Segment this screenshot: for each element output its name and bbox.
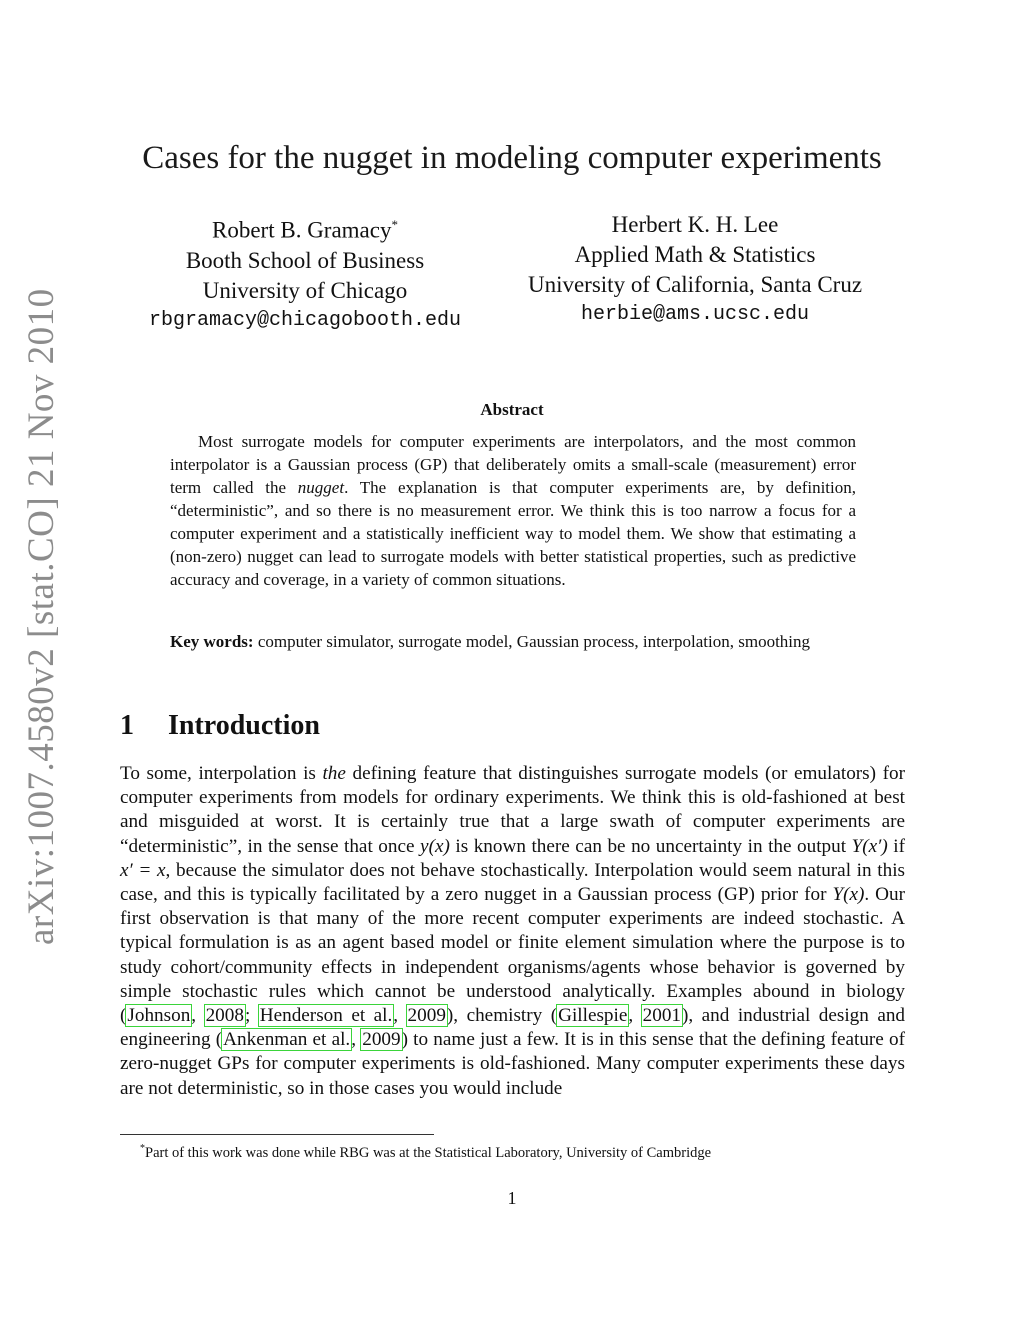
author-affiliation: Booth School of Business: [185, 247, 425, 273]
arxiv-identifier: arXiv:1007.4580v2 [stat.CO] 21 Nov 2010: [21, 288, 62, 945]
author-affiliation: University of Chicago: [202, 277, 408, 303]
citation-link-henderson-year[interactable]: 2009: [407, 1005, 446, 1027]
citation-link-ankenman[interactable]: Ankenman et al.: [223, 1029, 351, 1051]
keywords-label: Key words:: [170, 632, 254, 651]
author-block-gramacy: [110, 210, 500, 336]
abstract-heading: Abstract: [480, 400, 544, 419]
footnote-divider: [120, 1134, 434, 1135]
section-number: 1: [120, 710, 134, 741]
math-inline: Y(x): [832, 884, 865, 906]
footnote-text: Part of this work was done while RBG was at the Statistical Laboratory, University of Cambridge: [145, 1144, 712, 1161]
author-email[interactable]: rbgramacy@chicagobooth.edu: [148, 308, 462, 332]
keywords-text: computer simulator, surrogate model, Gaussian process, interpolation, smoothing: [257, 632, 811, 651]
footnote-mark: *: [140, 1143, 145, 1154]
author-affiliation: Applied Math & Statistics: [574, 242, 816, 267]
math-inline: x′ = x: [120, 859, 166, 881]
footnote: [140, 1140, 900, 1162]
section-title: Introduction: [168, 710, 320, 741]
footnote-mark: *: [391, 217, 398, 232]
abstract-text: Most surrogate models for computer experiments are interpolators, and the most common interpolator is a Gaussian process (GP) that deliberately omits a small-scale (measurement) error term called the nugget. The explanation is that computer experiments are, by definition, “deterministic”, and so there is no measurement error. We think this is too narrow a focus for a computer experiment and a statistically inefficient way to model them. We show that estimating a (non-zero) nugget can lead to surrogate models with better statistical properties, such as predictive accuracy and coverage, in a variety of common situations.: [170, 432, 856, 589]
author-block-lee: [495, 210, 895, 330]
math-inline: y(x): [420, 835, 450, 857]
abstract-emphasis: nugget: [297, 478, 345, 497]
author-name: Robert B. Gramacy*: [212, 217, 398, 243]
math-inline: Y(x′): [851, 835, 888, 857]
author-email[interactable]: herbie@ams.ucsc.edu: [580, 303, 810, 326]
citation-link-gillespie[interactable]: Gillespie: [558, 1005, 628, 1027]
introduction-paragraph: To some, interpolation is the defining feature that distinguishes surrogate models (or emulators) for computer experiments from models for ordinary experiments. We think this is old-fashioned at best and misguided at worst. It is certainly true that a large swath of computer experiments are “deterministic”, in the sense that once y(x) is known there can be no uncertainty in the output Y(x′) if x′ = x, because the simulator does not behave stochastically. Interpolation would seem natural in this case, and this is typically facilitated by a zero nugget in a Gaussian process (GP) prior for Y(x). Our first observation is that many of the more recent computer experiments are indeed stochastic. A typical formulation is as an agent based model or finite element simulation where the purpose is to study cohort/community effects in independent organisms/agents whose behavior is governed by simple stochastic rules which cannot be understood analytically. Examples abound in biology (Johnson, 2008; Henderson et al., 2009), chemistry (Gillespie, 2001), and industrial design and engineering (Ankenman et al., 2009) to name just a few. It is in this sense that the defining feature of zero-nugget GPs for computer experiments is old-fashioned. Many computer experiments these days are not deterministic, so in those cases you would include: [120, 763, 906, 1099]
citation-link-henderson[interactable]: Henderson et al.: [259, 1005, 393, 1027]
page-number: 1: [507, 1188, 517, 1208]
author-affiliation: University of California, Santa Cruz: [527, 272, 863, 297]
author-name: Herbert K. H. Lee: [611, 212, 779, 237]
section-heading-introduction: [120, 710, 320, 742]
citation-link-ankenman-year[interactable]: 2009: [362, 1029, 401, 1051]
paper-title: Cases for the nugget in modeling computer experiments: [142, 140, 882, 176]
citation-link-gillespie-year[interactable]: 2001: [642, 1005, 682, 1027]
citation-link-johnson[interactable]: Johnson: [127, 1005, 191, 1027]
citation-link-johnson-year[interactable]: 2008: [205, 1005, 244, 1027]
keywords: [170, 630, 856, 653]
